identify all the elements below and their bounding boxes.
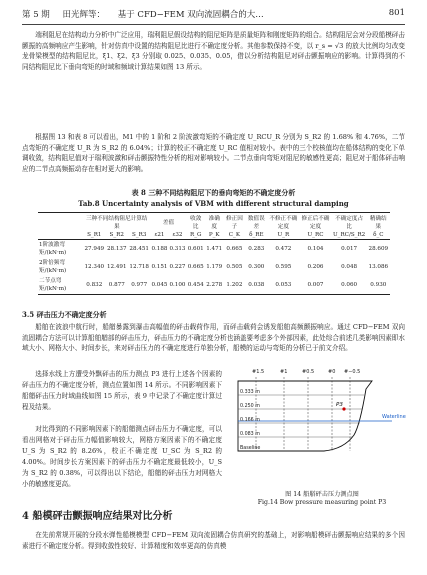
table-8-body <box>38 240 390 295</box>
page-header <box>22 8 405 25</box>
table-cell: 0.007 <box>299 276 331 295</box>
figure-14-bow-diagram <box>232 365 412 485</box>
header-authors: 田光辉等： <box>62 10 106 20</box>
table-cell: 13.086 <box>368 264 389 270</box>
section-3-5-paragraph-1: 船舶在波浪中航行时，船艏暴露到瀑击高幅值的砰击载荷作用，而砰击载荷会诱发船舶高频颤振响应。通过 CFD−FEM 双向流固耦合方法可以计算船舶艏部的砰击压力，砰击压力的不确定度分析也涵盖要考虑多个外部因素，此处综合前述几类影响因素即水域大小、网格大小、时间步长，来对砰击压力的不确定度进行单独分析，船模的运动与弯矩的分析已于前文介绍。 <box>22 323 405 353</box>
table-cell: 0.151 <box>151 264 168 270</box>
header-u-corr: 修正后不确定度 <box>299 213 331 232</box>
table-cell: 0.100 <box>168 276 186 295</box>
table-cell: 0.665 <box>226 246 243 252</box>
table-cell: 28.609 <box>368 246 389 252</box>
table-cell: 12.491 <box>106 264 127 270</box>
symbol-cell: δ_RE <box>245 231 267 240</box>
table-header-row <box>38 213 390 232</box>
table-cell: 0.188 <box>151 246 168 252</box>
table-cell: 0.454 <box>186 276 204 295</box>
table-row <box>38 276 390 295</box>
table-cell: 0.227 <box>169 264 186 270</box>
station-label: #0 <box>328 369 336 375</box>
table-cell: 0.505 <box>226 264 243 270</box>
header-diff: 差值 <box>150 213 186 232</box>
figure-14-caption-en: Fig.14 Bow pressure measuring point P3 <box>257 499 387 506</box>
symbol-cell: C_K <box>223 231 245 240</box>
table-8-title-en: Tab.8 Uncertainty analysis of VBM with different structural damping <box>78 199 349 208</box>
header-sol: 精确结果 <box>367 213 390 232</box>
intro-paragraph-2: 根据图 13 和表 8 可以看出，M1 中的 1 阶和 2 阶波激弯矩的不确定度 U_RCU_R 分别为 S_R2 的 1.68% 和 4.76%，二节点弯矩的不确定度 U_R 为 S_R2 的 6.04%；计算的校正不确定度 U_RC 值相对较小。表中的三个校核值均在船体结构的变化下单调收敛，结构阻尼值对于瑞利波激和砰击颤振特性分析的相对影响较小。二节点垂向弯矩对阻尼的敏感性更高；阻尼对于船体砰击响应的二节点高频振动存在相对更大的影响。 <box>22 133 405 173</box>
intro-paragraph-1: 端利阻尼在结构动力分析中广泛应用，瑞利阻尼假设结构的阻尼矩阵是质量矩阵和刚度矩阵的组合。结构阻尼会对分段船模砰击颤振的高频响应产生影响，针对仿真中设置的结构阻尼比进行不确定度分析。其他参数保持不变，以 r_s = √3 的放大比例均匀改变龙骨梁模型的结构阻尼比，ξ1、ξ2、ξ3 分别取 0.025、0.035、0.05，借以分析结构阻尼对砰击颤振响应的影响。计算得到的不同结构阻尼比下垂向弯矩的时域和频域计算结果如图 13 所示。 <box>22 31 405 71</box>
table-cell: 0.060 <box>332 276 367 295</box>
symbol-cell: ε32 <box>168 231 186 240</box>
header-order: 准确度 <box>205 213 223 232</box>
waterline-label: Waterline <box>382 414 406 420</box>
station-label: #−0.5 <box>344 369 361 375</box>
table-cell: 0.038 <box>245 276 267 295</box>
table-cell: 0.206 <box>307 264 324 270</box>
height-label: 0.083 m <box>240 432 260 437</box>
table-cell: 0.930 <box>367 276 390 295</box>
table-cell: 0.601 <box>187 246 204 252</box>
row-label: 二节点弯矩/(kN·m) <box>38 276 83 295</box>
station-label: #1.5 <box>252 369 265 375</box>
table-cell: 2.278 <box>205 276 223 295</box>
table-cell: 0.665 <box>187 264 204 270</box>
header-group-results: 三种不同结构阻尼计算结果 <box>83 213 150 232</box>
table-cell: 0.048 <box>341 264 358 270</box>
issue-number: 第 5 期 <box>22 10 50 20</box>
table-cell: 0.283 <box>248 246 265 252</box>
table-cell: 0.595 <box>275 264 292 270</box>
table-cell: 0.313 <box>169 246 186 252</box>
header-empty <box>38 213 83 232</box>
symbol-cell: U_RC <box>299 231 331 240</box>
table-cell: 0.104 <box>307 246 324 252</box>
symbol-cell: ε21 <box>150 231 168 240</box>
station-label: #0.5 <box>302 369 315 375</box>
table-cell: 12.340 <box>84 264 105 270</box>
pressure-point-p3 <box>342 407 345 410</box>
symbol-cell: R_G <box>186 231 204 240</box>
table-cell: 0.300 <box>248 264 265 270</box>
table-cell: 1.202 <box>223 276 245 295</box>
header-uncert: 数值误差 <box>245 213 267 232</box>
table-cell: 28.451 <box>129 246 149 252</box>
page-number: 801 <box>388 8 405 18</box>
symbol-cell: S_R3 <box>128 231 150 240</box>
table-row <box>38 258 390 276</box>
figure-14-caption-cn: 图 14 船艏砰击压力测点图 <box>285 491 359 498</box>
table-cell: 0.977 <box>128 276 150 295</box>
header-title: 基于 CFD−FEM 双向流固耦合的大… <box>117 10 264 20</box>
header-conv: 收敛比 <box>186 213 204 232</box>
table-symbol-row <box>38 231 390 240</box>
table-cell: 0.472 <box>275 246 292 252</box>
height-label: 0.250 m <box>240 404 260 409</box>
table-cell: 12.718 <box>129 264 149 270</box>
section-4-title: 4 船模砰击颤振响应结果对比分析 <box>22 511 173 522</box>
section-3-5-paragraph-3: 对比得到的不同影响因素下的船艏测点砰击压力不确定度，可以看出网格对于砰击压力幅值影响较大，网格方案因素下的不确定度 U_S 为 S_R2 的 8.26%，校正不确定度 U_SC 为 S_R2 的 4.00%。时间步长方案因素下的砰击压力不确定度最低较小，U_S 为 S_R2 的 0.38%，可以得出以下结论，船艏的砰击压力对网格大小的敏感度更高。 <box>22 425 222 488</box>
header-u-uncorr: 不修正不确定度 <box>267 213 299 232</box>
point-label: P3 <box>336 402 343 408</box>
table-cell: 0.017 <box>341 246 358 252</box>
header-corr: 修正因子 <box>223 213 245 232</box>
table-cell: 0.045 <box>150 276 168 295</box>
section-3-5-paragraph-2: 选择水线上方遭受外飘砰击的压力测点 P3 进行上述各个因素的砰击压力的不确定度分析，测点位置如图 14 所示。不同影响因素下船艏砰击压力时域曲线如图 15 所示，表 9 中记录了不确定度计算过程及结果。 <box>22 370 222 411</box>
table-8-title-cn: 表 8 三种不同结构阻尼下的垂向弯矩的不确定度分析 <box>131 188 296 197</box>
symbol-cell: δ_C <box>367 231 390 240</box>
table-cell: 1.471 <box>206 246 223 252</box>
station-label: #1 <box>280 369 288 375</box>
table-cell: 27.949 <box>84 246 105 252</box>
symbol-cell: U_RC/S_R2 <box>332 232 366 238</box>
height-label: 0.166 m <box>240 418 260 423</box>
table-8 <box>38 212 390 295</box>
table-row <box>38 240 390 259</box>
section-4-paragraph-1: 在先前常规开展的分段水弹性船模模型 CFD−FEM 双向流固耦合仿真研究的基础上，对影响船模砰击颤振响应结果的多个因素进行不确定度分析。得到收敛性较好、计算精度和效率更高的仿真模 <box>22 531 405 550</box>
symbol-cell: S_R2 <box>106 231 128 240</box>
baseline-label: Baseline <box>240 446 261 451</box>
symbol-cell: U_R <box>267 231 299 240</box>
table-cell: 0.877 <box>106 276 128 295</box>
symbol-empty <box>38 231 83 240</box>
row-label: 2阶倍频弯矩/(kN·m) <box>39 260 67 274</box>
symbol-cell: S_R1 <box>83 231 105 240</box>
header-ratio: 不确定度占比 <box>332 213 367 232</box>
height-label: 0.333 m <box>240 390 260 395</box>
table-cell: 0.832 <box>83 276 105 295</box>
table-cell: 0.053 <box>267 276 299 295</box>
header-left <box>22 8 274 24</box>
row-label: 1阶波激弯矩/(kN·m) <box>39 242 67 256</box>
symbol-cell: P_K <box>205 231 223 240</box>
table-cell: 28.137 <box>106 246 127 252</box>
table-cell: 1.179 <box>206 264 223 270</box>
section-3-5-title: 3.5 砰击压力不确定度分析 <box>22 310 107 319</box>
